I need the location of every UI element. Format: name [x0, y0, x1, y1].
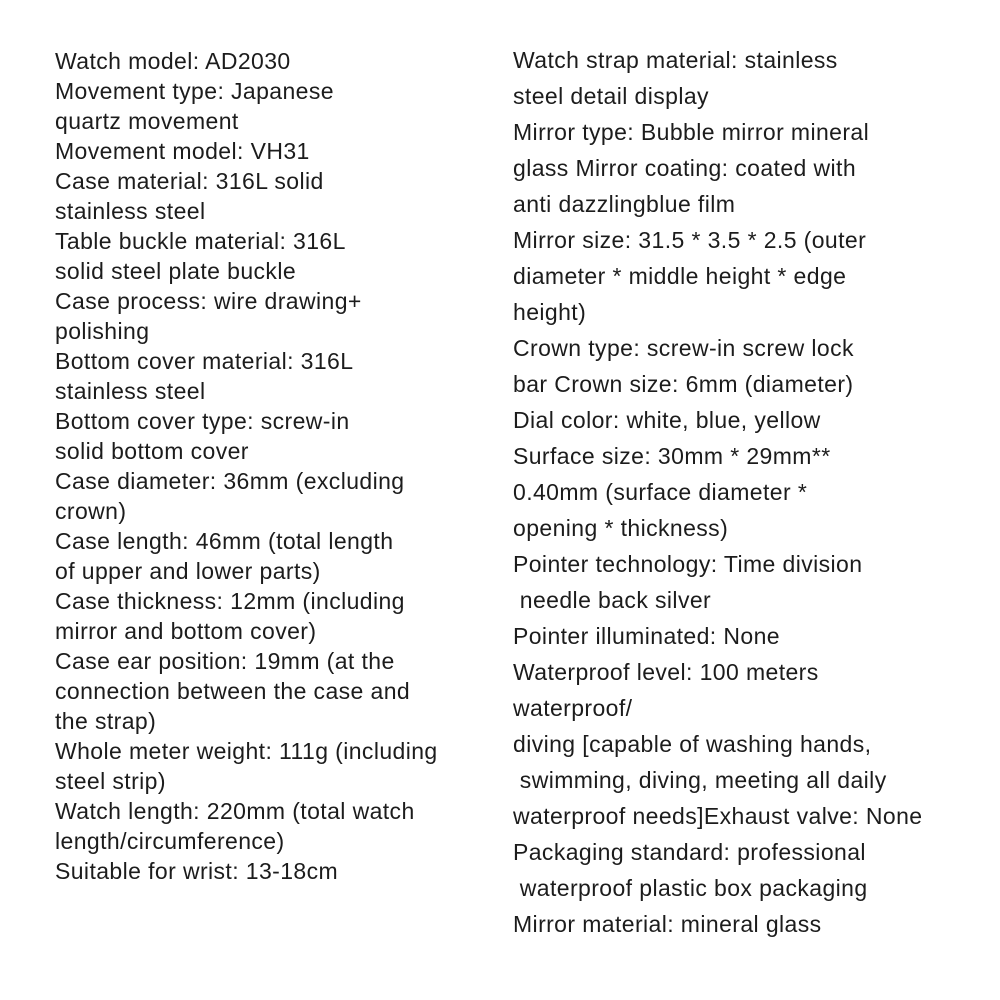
spec-column-right [513, 42, 922, 942]
spec-text-line: length/circumference) [55, 828, 285, 854]
spec-text-line: swimming, diving, meeting all daily [513, 767, 887, 793]
spec-text-line: waterproof needs]Exhaust valve: None [513, 803, 923, 829]
spec-text-line: height) [513, 299, 587, 325]
spec-text-line: Crown type: screw-in screw lock [513, 335, 854, 361]
spec-text-line: Suitable for wrist: 13-18cm [55, 858, 339, 884]
spec-text-line: Case length: 46mm (total length [55, 528, 394, 554]
spec-text-line: Mirror size: 31.5 * 3.5 * 2.5 (outer [513, 227, 867, 253]
spec-text-line: Mirror material: mineral glass [513, 911, 822, 937]
spec-text-line: stainless steel [55, 198, 206, 224]
spec-text-line: diameter * middle height * edge [513, 263, 847, 289]
spec-text-line: Watch length: 220mm (total watch [55, 798, 415, 824]
spec-text-line: Bottom cover material: 316L [55, 348, 354, 374]
spec-text-line: Waterproof level: 100 meters [513, 659, 819, 685]
spec-text-line: Case ear position: 19mm (at the [55, 648, 395, 674]
spec-text-line: stainless steel [55, 378, 206, 404]
spec-text-line: Case process: wire drawing+ [55, 288, 362, 314]
spec-text-line: solid steel plate buckle [55, 258, 297, 284]
spec-text-line: glass Mirror coating: coated with [513, 155, 857, 181]
spec-text-line: Case diameter: 36mm (excluding [55, 468, 405, 494]
spec-text-line: Table buckle material: 316L [55, 228, 346, 254]
spec-text-line: Pointer illuminated: None [513, 623, 780, 649]
spec-text-line: Packaging standard: professional [513, 839, 866, 865]
spec-text-line: mirror and bottom cover) [55, 618, 317, 644]
spec-text-line: Movement model: VH31 [55, 138, 310, 164]
spec-text-line: the strap) [55, 708, 157, 734]
spec-text-line: steel detail display [513, 83, 709, 109]
spec-text-line: Watch strap material: stainless [513, 47, 838, 73]
spec-text-line: bar Crown size: 6mm (diameter) [513, 371, 854, 397]
spec-text-line: Bottom cover type: screw-in [55, 408, 350, 434]
spec-text-line: solid bottom cover [55, 438, 249, 464]
spec-text-line: Watch model: AD2030 [55, 48, 291, 74]
spec-text-line: quartz movement [55, 108, 239, 134]
spec-text-line: anti dazzlingblue film [513, 191, 736, 217]
spec-text-line: polishing [55, 318, 150, 344]
spec-text-line: needle back silver [513, 587, 712, 613]
spec-column-left [55, 46, 438, 886]
spec-text-line: connection between the case and [55, 678, 411, 704]
spec-text-line: Surface size: 30mm * 29mm** [513, 443, 831, 469]
spec-text-line: opening * thickness) [513, 515, 729, 541]
spec-text-line: Case thickness: 12mm (including [55, 588, 405, 614]
spec-text-line: Case material: 316L solid [55, 168, 324, 194]
spec-text-line: Mirror type: Bubble mirror mineral [513, 119, 870, 145]
spec-text-line: Dial color: white, blue, yellow [513, 407, 821, 433]
spec-text-line: Movement type: Japanese [55, 78, 334, 104]
spec-text-line: of upper and lower parts) [55, 558, 321, 584]
spec-text-line: diving [capable of washing hands, [513, 731, 872, 757]
spec-text-line: waterproof/ [513, 695, 633, 721]
spec-text-line: Whole meter weight: 111g (including [55, 738, 438, 764]
spec-text-line: 0.40mm (surface diameter * [513, 479, 808, 505]
spec-text-line: steel strip) [55, 768, 166, 794]
spec-text-line: crown) [55, 498, 127, 524]
spec-text-line: waterproof plastic box packaging [513, 875, 868, 901]
spec-text-line: Pointer technology: Time division [513, 551, 863, 577]
